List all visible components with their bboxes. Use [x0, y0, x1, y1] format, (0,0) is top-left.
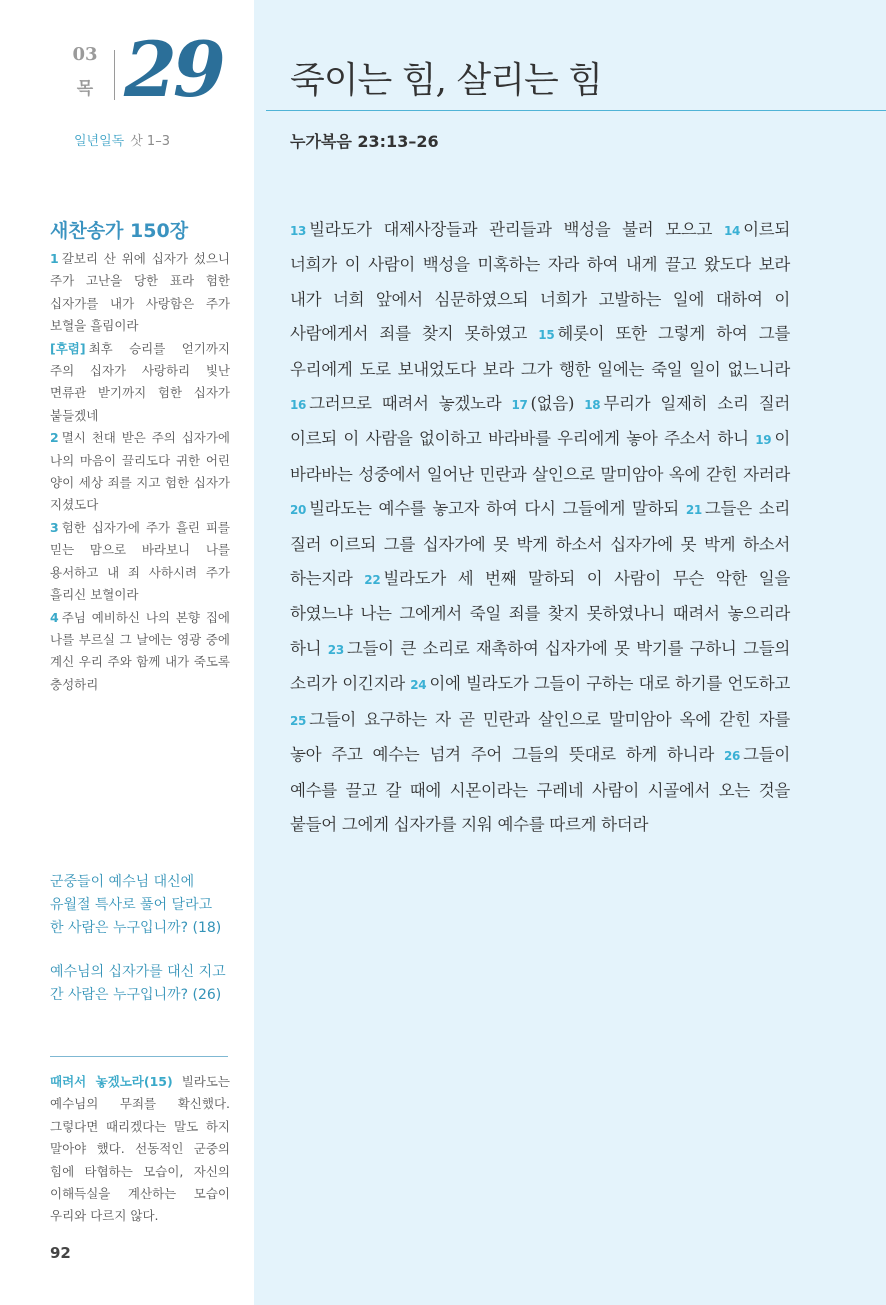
verse-text: 헤롯이 또한 그렇게 하여 그를 우리에게 도로 보내었도다 보라 그가 행한 일에는 죽일 일이 없느니라 [290, 324, 790, 379]
hymn-verse-number: 2 [50, 430, 59, 446]
verse-number: 14 [723, 224, 741, 238]
verse-text: 빌라도가 대제사장들과 관리들과 백성을 불러 모으고 [309, 220, 713, 239]
reading-plan [74, 130, 170, 149]
hymn-verse-text: 주님 예비하신 나의 본향 집에 나를 부르실 그 날에는 영광 중에 계신 우리 주와 함께 내가 죽도록 충성하리 [50, 609, 230, 692]
hymn-verse-number: 3 [50, 519, 59, 535]
verse-text: 그들은 소리 질러 이르되 그를 십자가에 못 박게 하소서 십자가에 못 박게 하소서 하는지라 [290, 499, 791, 589]
hymn-verse-text: 험한 십자가에 주가 흘린 피를 믿는 맘으로 바라보니 나를 용서하고 내 죄 사하시려 주가 흘리신 보혈이라 [50, 519, 230, 603]
hymn-verse [50, 517, 230, 607]
hymn-verse [50, 607, 230, 697]
verse-text: 그들이 예수를 끌고 갈 때에 시몬이라는 구레네 사람이 시골에서 오는 것을 붙들어 그에게 십자가를 지워 예수를 따르게 하더라 [290, 745, 790, 834]
date-divider [114, 50, 115, 100]
verse-text: 무리가 일제히 소리 질러 이르되 이 사람을 없이하고 바라바를 우리에게 놓아 주소서 하니 [290, 394, 791, 449]
page-title: 죽이는 힘, 살리는 힘 [290, 60, 602, 101]
hymn-verse [50, 248, 230, 338]
verse-number: 22 [364, 573, 381, 588]
note-term: 때려서 놓겠노라(15) [50, 1074, 173, 1089]
verse-text: 빌라도는 예수를 놓고자 하여 다시 그들에게 말하되 [309, 499, 679, 519]
day-number: 29 [124, 25, 222, 114]
main-panel [254, 0, 886, 1305]
verse-text: 빌라도가 세 번째 말하되 이 사람이 무슨 악한 일을 하였느냐 나는 그에게서 죽일 죄를 찾지 못하였나니 때려서 놓으리라 하니 [290, 569, 790, 658]
question-1: 군중들이 예수님 대신에 유월절 특사로 풀어 달라고 한 사람은 누구입니까? (18) [50, 874, 222, 936]
verse-number: 24 [410, 678, 427, 693]
verse-number: 13 [290, 224, 307, 238]
verse-number: 19 [755, 433, 772, 448]
hymn-refrain [50, 338, 230, 428]
verse-text: (없음) [530, 394, 575, 414]
verse-number: 26 [723, 749, 741, 764]
hymn-lyrics [50, 248, 230, 696]
month-number: 03 [72, 44, 98, 65]
verse-text: 그들이 요구하는 자 곧 민란과 살인으로 말미암아 옥에 갇힌 자를 놓아 주고 예수는 넘겨 주어 그들의 뜻대로 하게 하니라 [290, 709, 790, 765]
verse-number: 25 [290, 713, 307, 728]
reading-plan-reference: 삿 1–3 [130, 134, 170, 149]
hymn-verse-number: 4 [50, 609, 59, 625]
hymn-verse-text: 갈보리 산 위에 십자가 섰으니 주가 고난을 당한 표라 험한 십자가를 내가 사랑함은 주가 보혈을 흘림이라 [50, 251, 230, 334]
reading-plan-label: 일년일독 [74, 134, 125, 149]
hymn-verse [50, 427, 230, 517]
verse-number: 17 [511, 398, 528, 413]
commentary-note [50, 1071, 230, 1228]
verse-text: 그들이 큰 소리로 재촉하여 십자가에 못 박기를 구하니 그들의 소리가 이긴지라 [290, 638, 790, 694]
verse-number: 20 [290, 503, 307, 518]
verse-number: 16 [290, 398, 307, 413]
hymn-verse-number: 1 [50, 251, 59, 266]
hymn-refrain-tag: [후렴] [50, 340, 86, 356]
verse-number: 18 [584, 398, 601, 413]
verse-number: 15 [538, 328, 555, 343]
title-divider [266, 110, 886, 111]
sidebar [0, 0, 254, 1305]
hymn-refrain-text: 최후 승리를 얻기까지 주의 십자가 사랑하리 빛난 면류관 받기까지 험한 십자가 붙들겠네 [50, 340, 230, 423]
page-number: 92 [50, 1244, 71, 1262]
hymn-title: 새찬송가 150장 [50, 220, 189, 242]
verse-number: 23 [327, 642, 344, 657]
hymn-verse-text: 멸시 천대 받은 주의 십자가에 나의 마음이 끌리도다 귀한 어린 양이 세상 죄를 지고 험한 십자가 지셨도다 [50, 430, 230, 513]
weekday: 목 [76, 79, 94, 99]
scripture-text [290, 213, 790, 842]
verse-number: 21 [685, 503, 702, 518]
verse-text: 그러므로 때려서 놓겠노라 [309, 394, 502, 414]
verse-text: 이 바라바는 성중에서 일어난 민란과 살인으로 말미암아 옥에 갇힌 자러라 [290, 429, 790, 484]
verse-text: 이르되 너희가 이 사람이 백성을 미혹하는 자라 하여 내게 끌고 왔도다 보라 내가 너희 앞에서 심문하였으되 너희가 고발하는 일에 대하여 이 사람에게서 죄를 찾지 못하였고 [290, 220, 790, 344]
note-text: 빌라도는 예수님의 무죄를 확신했다. 그렇다면 때리겠다는 말도 하지 말아야 했다. 선동적인 군중의 힘에 타협하는 모습이, 자신의 이해득실을 계산하는 모습이 우리와 다르지 않다. [50, 1074, 231, 1224]
question-2: 예수님의 십자가를 대신 지고 간 사람은 누구입니까? (26) [50, 964, 226, 1003]
verse-text: 이에 빌라도가 그들이 구하는 대로 하기를 언도하고 [429, 674, 790, 694]
note-divider [50, 1056, 228, 1057]
passage-reference: 누가복음 23:13–26 [290, 132, 439, 151]
